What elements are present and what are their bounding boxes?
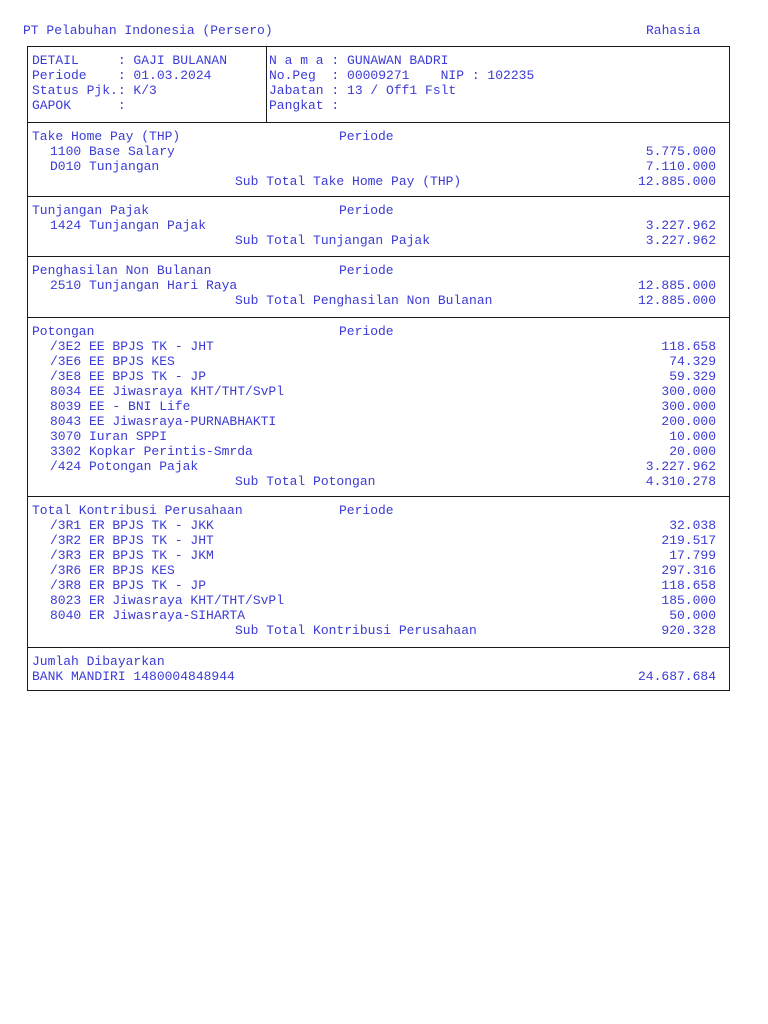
subtotal-label: Sub Total Take Home Pay (THP)	[235, 174, 462, 189]
classification-label: Rahasia	[646, 23, 701, 38]
info-pangkat: Pangkat :	[269, 98, 340, 113]
line-item-label: 8040 ER Jiwasraya-SIHARTA	[50, 608, 246, 623]
line-item-label: 1424 Tunjangan Pajak	[50, 218, 207, 233]
line-item-label: 8034 EE Jiwasraya KHT/THT/SvPl	[50, 384, 285, 399]
line-item-label: /3E2 EE BPJS TK - JHT	[50, 339, 214, 354]
info-nopeg: No.Peg : 00009271 NIP : 102235	[269, 68, 535, 83]
payslip-box	[27, 46, 730, 691]
info-gapok: GAPOK :	[32, 98, 126, 113]
line-item-amount: 12.885.000	[637, 278, 716, 293]
line-item-label: /3R3 ER BPJS TK - JKM	[50, 548, 214, 563]
line-item-amount: 300.000	[661, 384, 716, 399]
subtotal-amount: 4.310.278	[645, 474, 716, 489]
info-nama: N a m a : GUNAWAN BADRI	[269, 53, 449, 68]
line-item-amount: 20.000	[669, 444, 716, 459]
section-title: Tunjangan Pajak	[32, 203, 150, 218]
line-item-amount: 59.329	[669, 369, 716, 384]
line-item-label: 8039 EE - BNI Life	[50, 399, 191, 414]
info-status-pajak: Status Pjk.: K/3	[32, 83, 157, 98]
line-item-label: /424 Potongan Pajak	[50, 459, 199, 474]
line-item-label: 3302 Kopkar Perintis-Smrda	[50, 444, 253, 459]
line-item-label: /3R1 ER BPJS TK - JKK	[50, 518, 214, 533]
divider-line	[28, 647, 729, 648]
line-item-amount: 118.658	[661, 578, 716, 593]
line-item-amount: 10.000	[669, 429, 716, 444]
line-item-amount: 219.517	[661, 533, 716, 548]
subtotal-label: Sub Total Penghasilan Non Bulanan	[235, 293, 493, 308]
periode-label: Periode	[339, 263, 394, 278]
line-item-amount: 118.658	[661, 339, 716, 354]
info-jabatan: Jabatan : 13 / Off1 Fslt	[269, 83, 457, 98]
section-title: Potongan	[32, 324, 95, 339]
line-item-label: /3R2 ER BPJS TK - JHT	[50, 533, 214, 548]
line-item-amount: 17.799	[669, 548, 716, 563]
line-item-label: /3E8 EE BPJS TK - JP	[50, 369, 207, 384]
line-item-amount: 200.000	[661, 414, 716, 429]
line-item-label: 8023 ER Jiwasraya KHT/THT/SvPl	[50, 593, 285, 608]
section-title: Total Kontribusi Perusahaan	[32, 503, 243, 518]
subtotal-amount: 3.227.962	[645, 233, 716, 248]
subtotal-label: Sub Total Potongan	[235, 474, 376, 489]
line-item-label: 1100 Base Salary	[50, 144, 175, 159]
payment-amount: 24.687.684	[637, 669, 716, 684]
divider-line	[28, 256, 729, 257]
company-name: PT Pelabuhan Indonesia (Persero)	[23, 23, 273, 38]
line-item-label: /3R6 ER BPJS KES	[50, 563, 175, 578]
subtotal-amount: 12.885.000	[637, 174, 716, 189]
line-item-amount: 7.110.000	[645, 159, 716, 174]
payment-bank: BANK MANDIRI 1480004848944	[32, 669, 235, 684]
periode-label: Periode	[339, 324, 394, 339]
line-item-amount: 300.000	[661, 399, 716, 414]
info-periode: Periode : 01.03.2024	[32, 68, 212, 83]
divider-line	[28, 196, 729, 197]
payment-title: Jumlah Dibayarkan	[32, 654, 165, 669]
line-item-label: 8043 EE Jiwasraya-PURNABHAKTI	[50, 414, 277, 429]
subtotal-amount: 920.328	[661, 623, 716, 638]
subtotal-amount: 12.885.000	[637, 293, 716, 308]
line-item-label: D010 Tunjangan	[50, 159, 160, 174]
section-title: Penghasilan Non Bulanan	[32, 263, 212, 278]
line-item-amount: 5.775.000	[645, 144, 716, 159]
line-item-amount: 32.038	[669, 518, 716, 533]
info-divider	[266, 47, 267, 122]
periode-label: Periode	[339, 129, 394, 144]
line-item-amount: 297.316	[661, 563, 716, 578]
line-item-amount: 3.227.962	[645, 459, 716, 474]
line-item-amount: 3.227.962	[645, 218, 716, 233]
periode-label: Periode	[339, 503, 394, 518]
line-item-label: /3E6 EE BPJS KES	[50, 354, 175, 369]
line-item-label: 2510 Tunjangan Hari Raya	[50, 278, 238, 293]
divider-line	[28, 496, 729, 497]
divider-line	[28, 122, 729, 123]
line-item-label: 3070 Iuran SPPI	[50, 429, 168, 444]
subtotal-label: Sub Total Tunjangan Pajak	[235, 233, 431, 248]
periode-label: Periode	[339, 203, 394, 218]
section-title: Take Home Pay (THP)	[32, 129, 181, 144]
line-item-amount: 50.000	[669, 608, 716, 623]
line-item-label: /3R8 ER BPJS TK - JP	[50, 578, 207, 593]
line-item-amount: 74.329	[669, 354, 716, 369]
info-detail: DETAIL : GAJI BULANAN	[32, 53, 228, 68]
subtotal-label: Sub Total Kontribusi Perusahaan	[235, 623, 477, 638]
divider-line	[28, 317, 729, 318]
line-item-amount: 185.000	[661, 593, 716, 608]
